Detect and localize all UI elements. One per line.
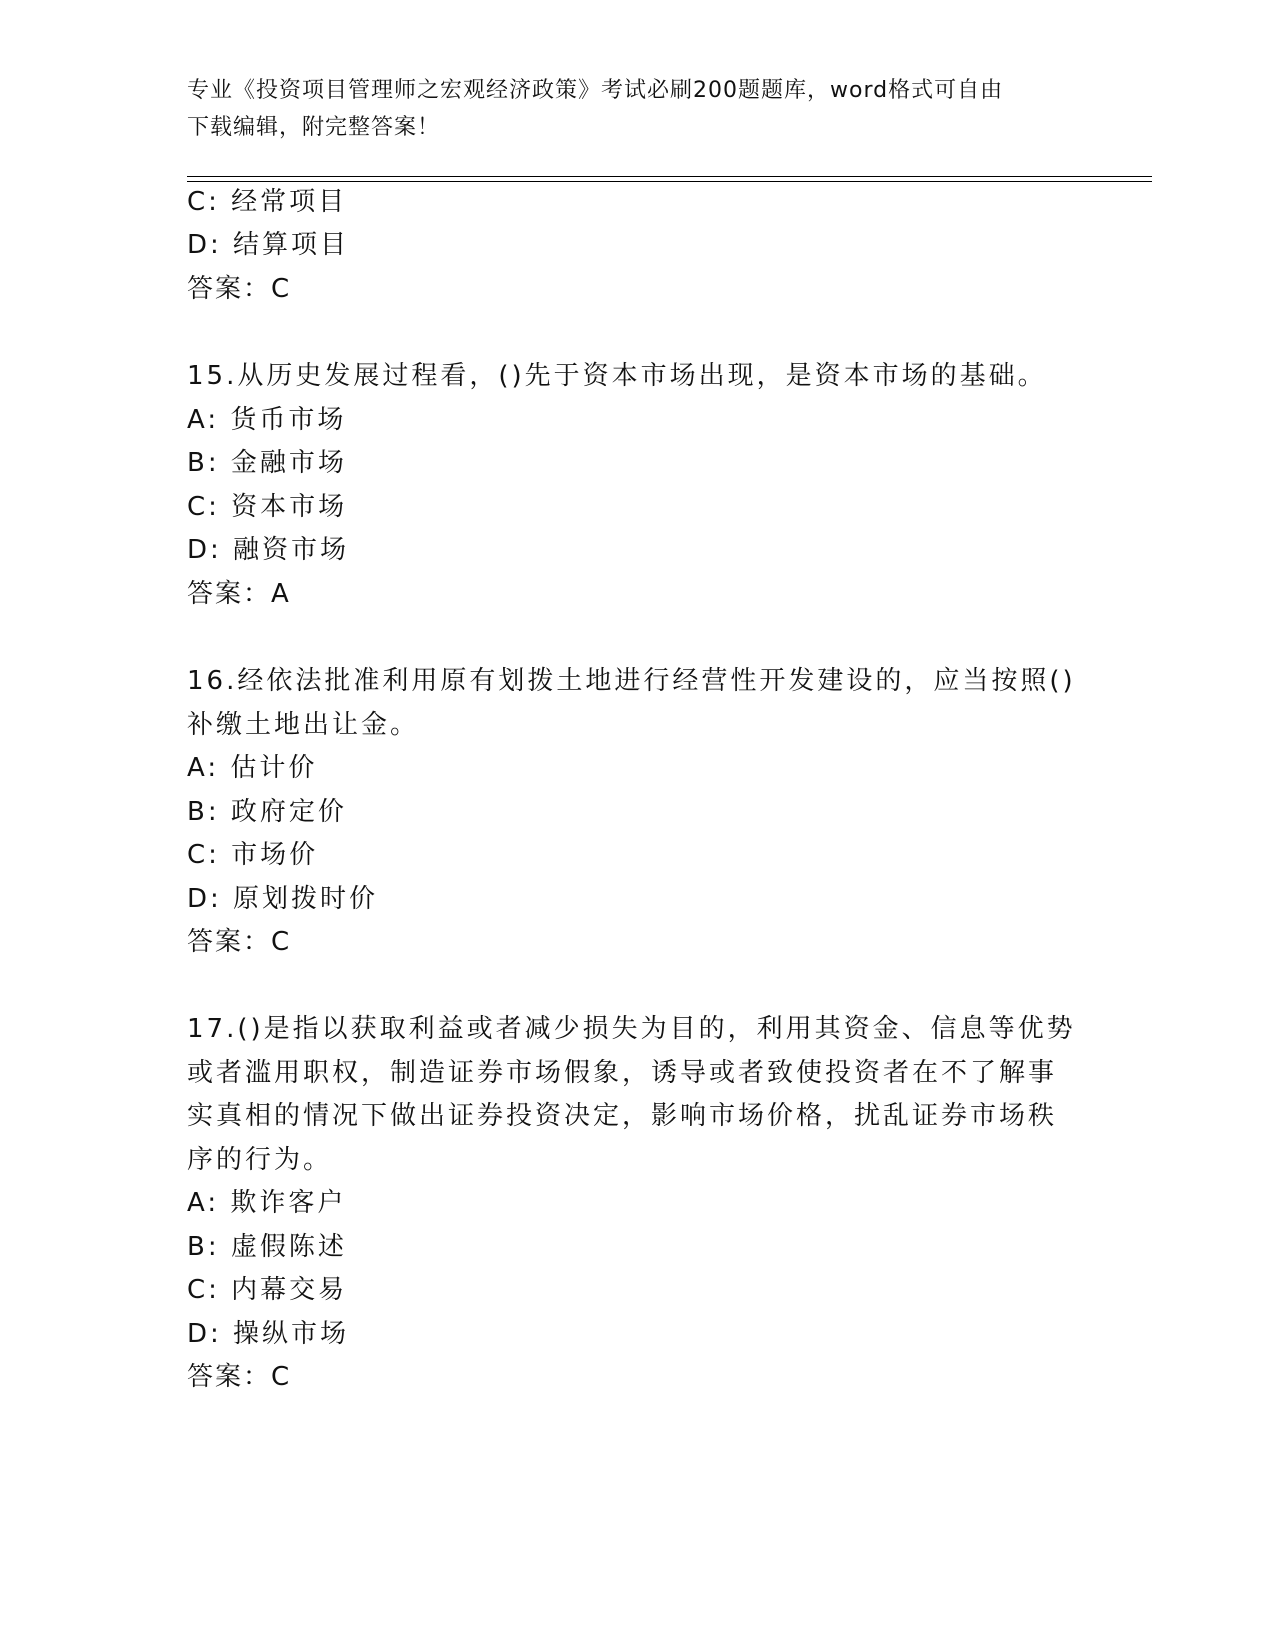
q15-answer: 答案：A	[187, 579, 291, 609]
q17-stem-line-3: 实真相的情况下做出证券投资决定，影响市场价格，扰乱证券市场秩	[187, 1101, 1058, 1131]
q15-option-c: C: 资本市场	[187, 492, 348, 522]
q17-answer: 答案：C	[187, 1362, 292, 1392]
q16-option-a: A: 估计价	[187, 753, 318, 783]
q17-option-c: C: 内幕交易	[187, 1275, 348, 1305]
header-divider-top	[187, 176, 1152, 177]
prev-option-c: C: 经常项目	[187, 187, 348, 217]
q15-option-b: B: 金融市场	[187, 448, 347, 478]
q17-stem-line-1: 17.()是指以获取利益或者减少损失为目的，利用其资金、信息等优势	[187, 1014, 1076, 1044]
q16-option-d: D: 原划拨时价	[187, 884, 379, 914]
q17-option-d: D: 操纵市场	[187, 1319, 350, 1349]
q17-option-b: B: 虚假陈述	[187, 1232, 347, 1262]
q16-option-b: B: 政府定价	[187, 797, 347, 827]
q16-stem-line-2: 补缴土地出让金。	[187, 710, 420, 740]
q16-answer: 答案：C	[187, 927, 292, 957]
q16-stem-line-1: 16.经依法批准利用原有划拨土地进行经营性开发建设的，应当按照()	[187, 666, 1076, 696]
header-line-2: 下载编辑，附完整答案！	[187, 115, 441, 140]
q15-option-a: A: 货币市场	[187, 405, 347, 435]
prev-answer: 答案：C	[187, 274, 292, 304]
q17-option-a: A: 欺诈客户	[187, 1188, 347, 1218]
header-line-1: 专业《投资项目管理师之宏观经济政策》考试必刷200题题库，word格式可自由	[187, 78, 1004, 103]
document-header	[187, 72, 1077, 146]
q15-option-d: D: 融资市场	[187, 535, 350, 565]
q17-stem-line-4: 序的行为。	[187, 1145, 333, 1175]
q17-stem-line-2: 或者滥用职权，制造证券市场假象，诱导或者致使投资者在不了解事	[187, 1058, 1058, 1088]
q15-stem: 15.从历史发展过程看，()先于资本市场出现，是资本市场的基础。	[187, 361, 1047, 391]
prev-option-d: D: 结算项目	[187, 230, 350, 260]
q16-option-c: C: 市场价	[187, 840, 319, 870]
